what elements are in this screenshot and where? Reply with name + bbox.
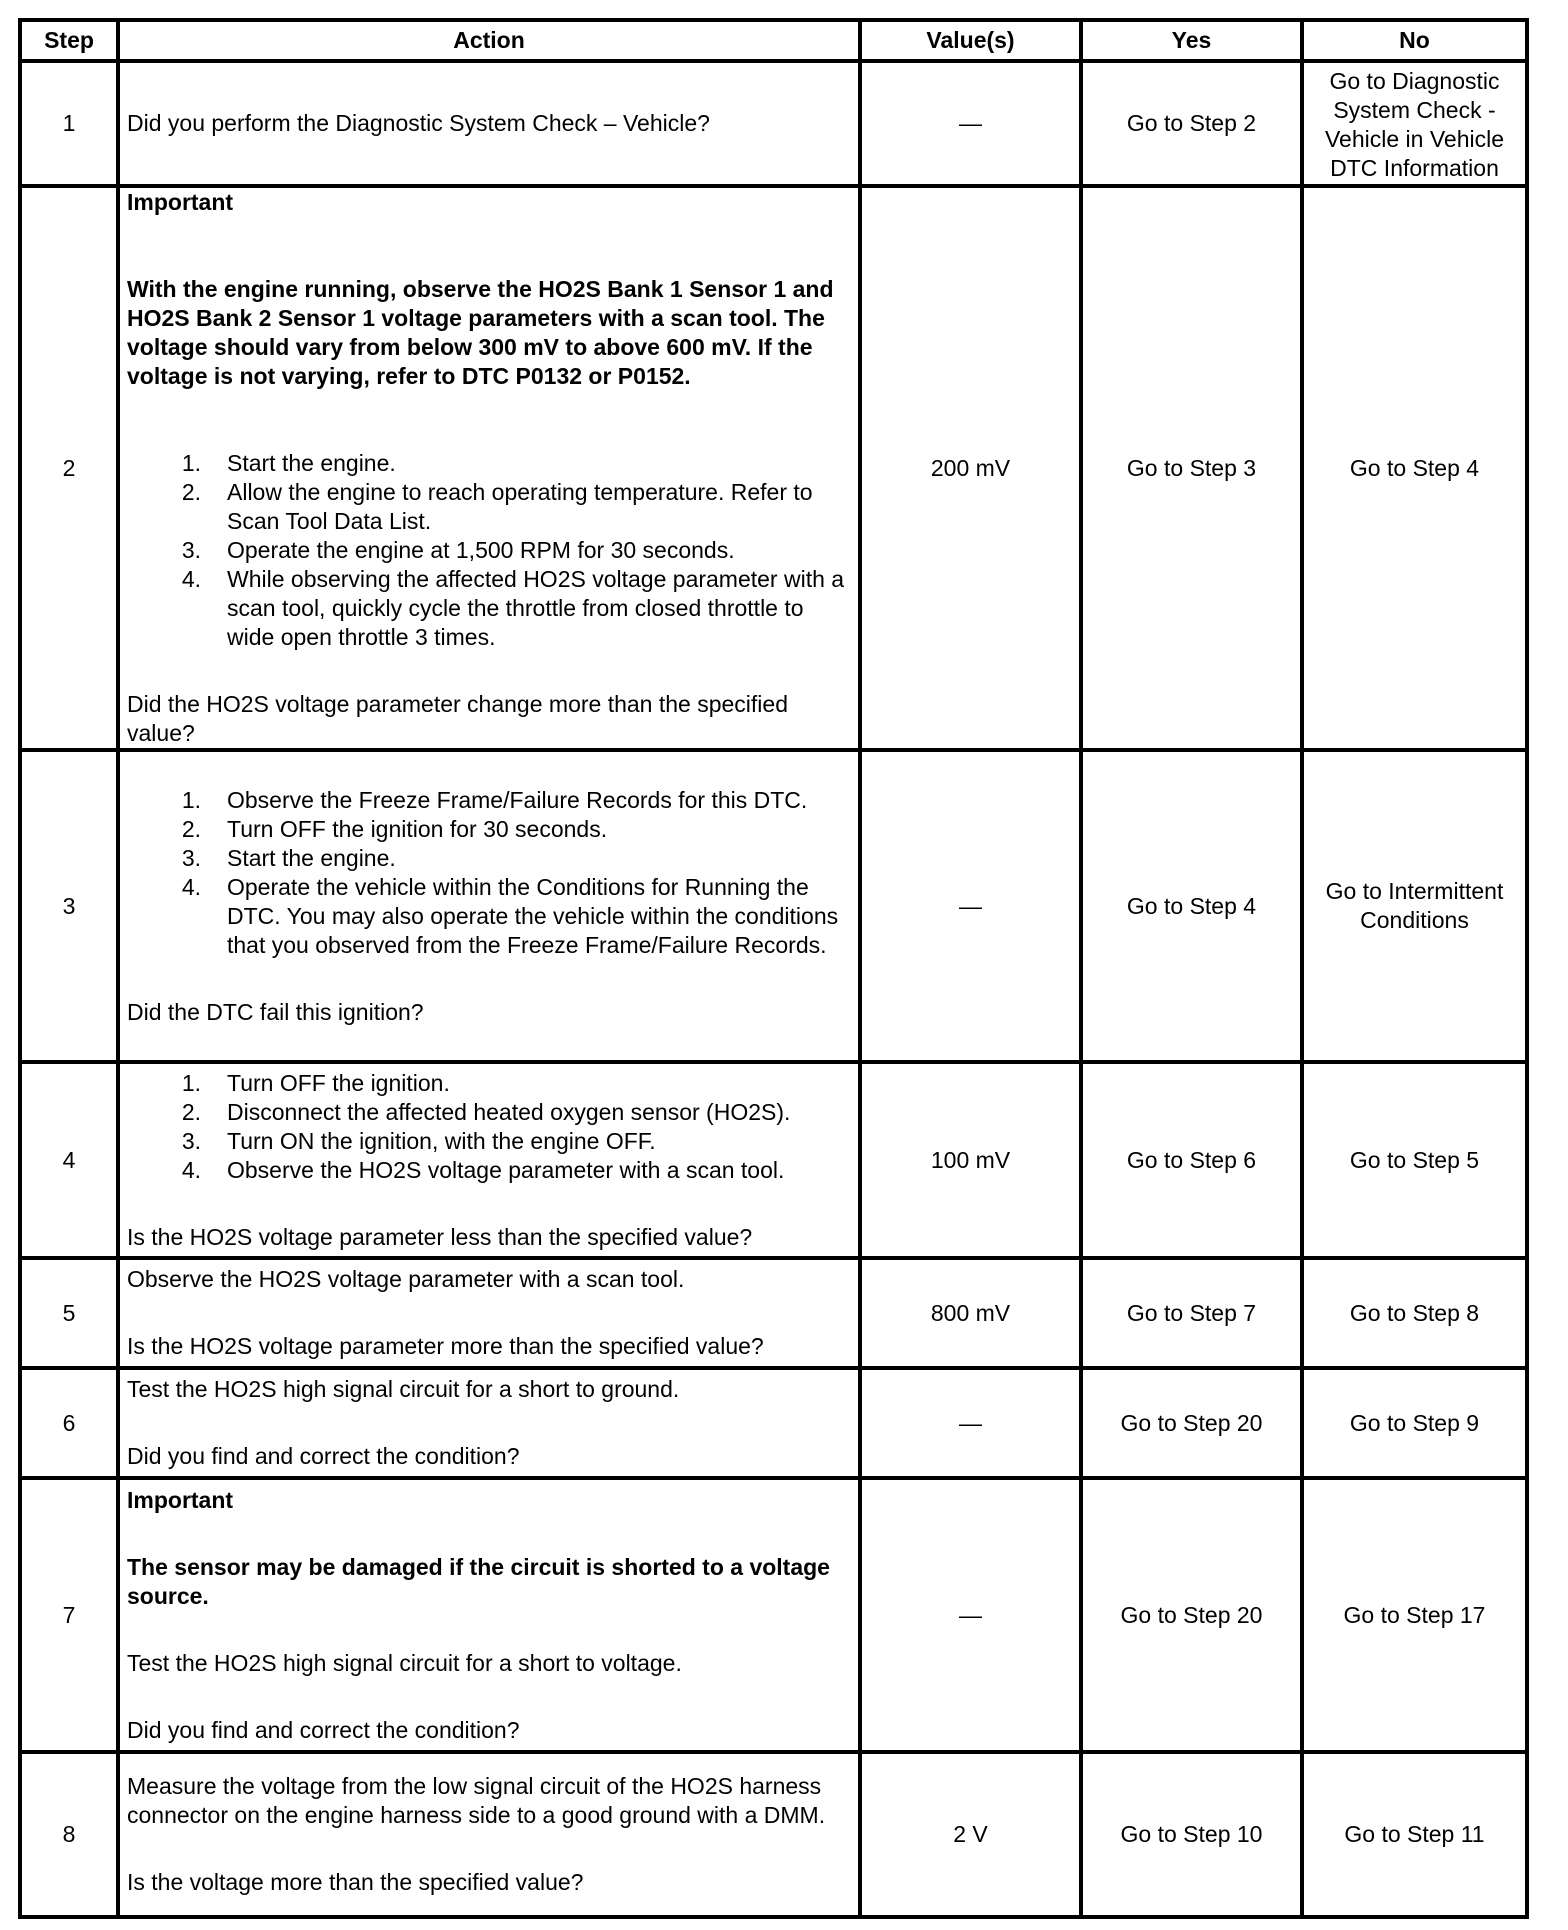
action-text: Measure the voltage from the low signal circuit of the HO2S harness connector on the engine harness side to a good ground with a DMM. — [127, 1773, 826, 1828]
yes-link[interactable]: Go to Step 4 — [1081, 750, 1302, 1062]
header-values: Value(s) — [860, 20, 1081, 61]
step-number: 3 — [20, 750, 118, 1062]
list-item: 2. Allow the engine to reach operating temperature. Refer to Scan Tool Data List. — [181, 479, 813, 534]
step-number: 4 — [20, 1062, 118, 1258]
list-item: 1. Observe the Freeze Frame/Failure Records for this DTC. — [181, 786, 808, 813]
important-note: The sensor may be damaged if the circuit is shorted to a voltage source. — [127, 1553, 830, 1609]
step-number: 6 — [20, 1368, 118, 1478]
question-text: Is the HO2S voltage parameter more than the specified value? — [127, 1333, 764, 1359]
list-item: 3. Start the engine. — [181, 844, 396, 871]
no-link[interactable]: Go to Step 8 — [1302, 1258, 1527, 1368]
action-text: Did you perform the Diagnostic System Check – Vehicle? — [127, 110, 710, 136]
yes-link[interactable]: Go to Step 10 — [1081, 1752, 1302, 1917]
action-cell — [118, 1258, 860, 1368]
header-no: No — [1302, 20, 1527, 61]
step-number: 8 — [20, 1752, 118, 1917]
yes-link[interactable]: Go to Step 2 — [1081, 61, 1302, 186]
list-item: 2. Disconnect the affected heated oxygen sensor (HO2S). — [181, 1098, 791, 1125]
procedure-list — [127, 1069, 851, 1185]
table-row — [20, 1258, 1527, 1368]
table-row — [20, 61, 1527, 186]
diagnostic-table — [18, 18, 1529, 1919]
list-item: 3. Operate the engine at 1,500 RPM for 30 seconds. — [181, 537, 735, 563]
question-text: Did the DTC fail this ignition? — [127, 998, 424, 1025]
action-cell — [118, 1478, 860, 1752]
important-heading: Important — [127, 1486, 234, 1513]
no-link[interactable]: Go to Step 9 — [1302, 1368, 1527, 1478]
table-row — [20, 1062, 1527, 1258]
list-item: 2. Turn OFF the ignition for 30 seconds. — [181, 815, 608, 842]
header-yes: Yes — [1081, 20, 1302, 61]
list-item: 1. Start the engine. — [181, 450, 396, 476]
procedure-list — [127, 786, 851, 960]
table-row — [20, 750, 1527, 1062]
procedure-list — [127, 449, 851, 652]
yes-link[interactable]: Go to Step 7 — [1081, 1258, 1302, 1368]
list-item: 1. Turn OFF the ignition. — [181, 1069, 450, 1096]
important-heading: Important — [127, 189, 234, 215]
action-cell — [118, 750, 860, 1062]
step-number: 7 — [20, 1478, 118, 1752]
no-link[interactable]: Go to Intermittent Conditions — [1302, 750, 1527, 1062]
step-number: 5 — [20, 1258, 118, 1368]
list-item: 4. Operate the vehicle within the Conditions for Running the DTC. You may also operate the vehicle within the conditions that you observed from the Freeze Frame/Failure Records. — [181, 873, 839, 958]
action-cell — [118, 61, 860, 186]
action-cell — [118, 1752, 860, 1917]
header-row — [20, 20, 1527, 61]
step-number: 1 — [20, 61, 118, 186]
value-cell: 800 mV — [860, 1258, 1081, 1368]
no-link[interactable]: Go to Step 5 — [1302, 1062, 1527, 1258]
no-link[interactable]: Go to Step 4 — [1302, 186, 1527, 750]
step-number: 2 — [20, 186, 118, 750]
value-cell: — — [860, 1478, 1081, 1752]
yes-link[interactable]: Go to Step 20 — [1081, 1368, 1302, 1478]
question-text: Did you find and correct the condition? — [127, 1716, 520, 1743]
value-cell: — — [860, 61, 1081, 186]
table-row — [20, 186, 1527, 750]
value-cell: 100 mV — [860, 1062, 1081, 1258]
action-cell — [118, 1368, 860, 1478]
action-cell — [118, 186, 860, 750]
no-link[interactable]: Go to Step 11 — [1302, 1752, 1527, 1917]
value-cell: 2 V — [860, 1752, 1081, 1917]
value-cell: — — [860, 1368, 1081, 1478]
table-row — [20, 1368, 1527, 1478]
list-item: 4. While observing the affected HO2S voltage parameter with a scan tool, quickly cycle the throttle from closed throttle to wide open throttle 3 times. — [181, 566, 845, 650]
important-note: With the engine running, observe the HO2S Bank 1 Sensor 1 and HO2S Bank 2 Sensor 1 voltage parameters with a scan tool. The voltage should vary from below 300 mV to above 600 mV. If the voltage is not varying, refer to DTC P0132 or P0152. — [127, 276, 834, 389]
action-text: Test the HO2S high signal circuit for a short to voltage. — [127, 1649, 682, 1676]
yes-link[interactable]: Go to Step 6 — [1081, 1062, 1302, 1258]
action-cell — [118, 1062, 860, 1258]
list-item: 4. Observe the HO2S voltage parameter with a scan tool. — [181, 1156, 785, 1183]
value-cell: 200 mV — [860, 186, 1081, 750]
question-text: Is the HO2S voltage parameter less than the specified value? — [127, 1223, 753, 1250]
question-text: Did the HO2S voltage parameter change more than the specified value? — [127, 691, 788, 746]
header-step: Step — [20, 20, 118, 61]
action-text: Test the HO2S high signal circuit for a short to ground. — [127, 1376, 680, 1402]
yes-link[interactable]: Go to Step 3 — [1081, 186, 1302, 750]
table-row — [20, 1752, 1527, 1917]
question-text: Is the voltage more than the specified value? — [127, 1869, 584, 1895]
no-link[interactable]: Go to Diagnostic System Check - Vehicle in Vehicle DTC Information — [1302, 61, 1527, 186]
no-link[interactable]: Go to Step 17 — [1302, 1478, 1527, 1752]
list-item: 3. Turn ON the ignition, with the engine OFF. — [181, 1127, 656, 1154]
table-row — [20, 1478, 1527, 1752]
header-action: Action — [118, 20, 860, 61]
yes-link[interactable]: Go to Step 20 — [1081, 1478, 1302, 1752]
action-text: Observe the HO2S voltage parameter with a scan tool. — [127, 1266, 685, 1292]
value-cell: — — [860, 750, 1081, 1062]
question-text: Did you find and correct the condition? — [127, 1443, 520, 1469]
